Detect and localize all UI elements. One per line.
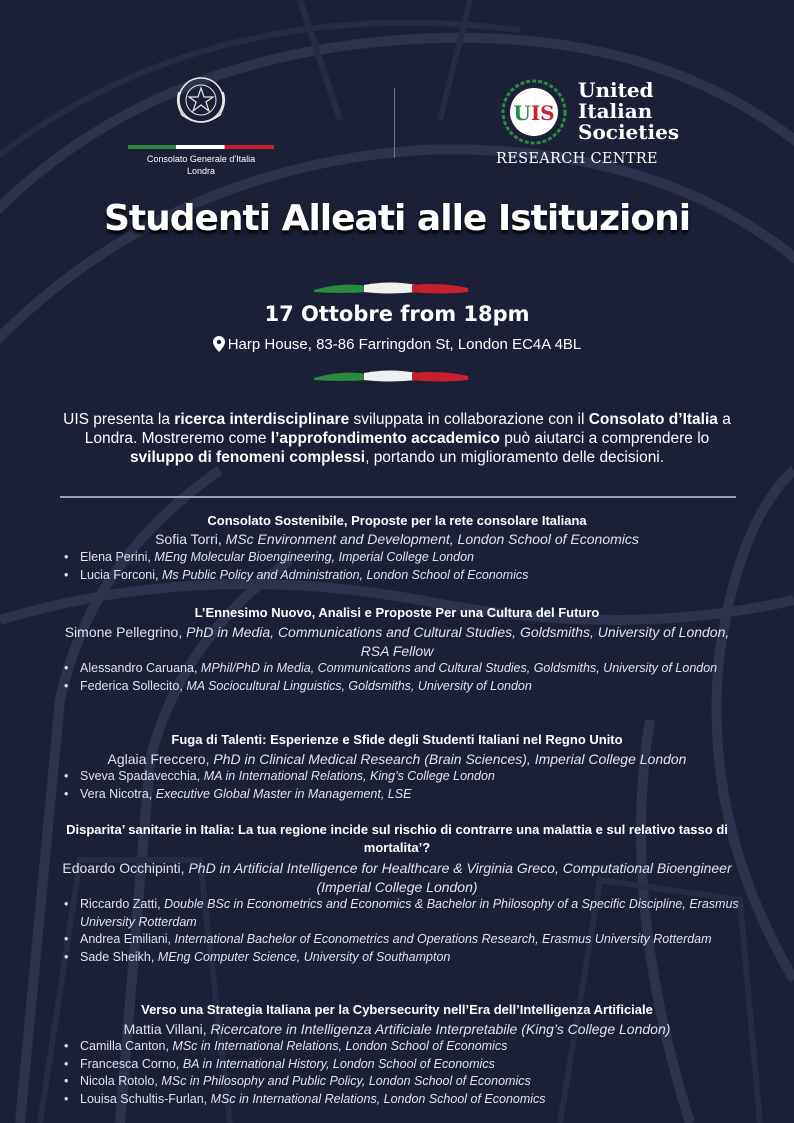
consolato-name: Consolato Generale d'Italia: [146, 154, 256, 164]
list-item: [62, 786, 742, 804]
member-role: Double BSc in Econometrics and Economics & Bachelor in Philosophy of a Specific Discipline, Erasmus University Rotterdam: [80, 897, 739, 929]
member-name: Elena Perini,: [80, 550, 151, 564]
member-role: MSc in International Relations, London School of Economics: [172, 1039, 508, 1053]
intro-text: UIS presenta la: [63, 411, 175, 428]
consolato-city: Londra: [186, 166, 216, 176]
intro-text: sviluppata in collaborazione con il: [349, 411, 589, 428]
uis-laurel-logo-icon: [500, 78, 568, 146]
list-item: [62, 678, 742, 696]
member-name: Riccardo Zatti,: [80, 897, 161, 911]
list-item: [62, 931, 742, 949]
session-title: Fuga di Talenti: Esperienze e Sfide degli Studenti Italiani nel Regno Unito: [171, 732, 623, 747]
member-name: Louisa Schultis-Furlan,: [80, 1091, 208, 1106]
uis-name-line2: Italian: [578, 99, 653, 123]
speaker-name: Simone Pellegrino,: [64, 624, 183, 640]
event-date: 17 Ottobre from 18pm: [264, 302, 530, 326]
intro-text: a Londra. Mostreremo come: [84, 411, 731, 447]
list-item: [62, 896, 742, 931]
section-divider: [60, 496, 736, 498]
location-pin-icon: [213, 336, 225, 352]
session-speaker: [52, 1020, 742, 1039]
uis-name: [578, 80, 679, 143]
member-role: MPhil/PhD in Media, Communications and Cultural Studies, Goldsmiths, University of London: [200, 661, 718, 675]
member-role: International Bachelor of Econometrics and Operations Research, Erasmus University Rotterdam: [174, 932, 712, 946]
speaker-name: Mattia Villani,: [123, 1021, 207, 1037]
speaker-role: Ricercatore in Intelligenza Artificiale Interpretabile (King’s College London): [210, 1021, 671, 1037]
session-members: [62, 896, 742, 966]
session-title: Consolato Sostenibile, Proposte per la rete consolare Italiana: [207, 513, 587, 528]
member-role: MA in International Relations, King’s College London: [203, 769, 495, 783]
event-title: Studenti Alleati alle Istituzioni: [103, 198, 691, 239]
member-role: MSc in International Relations, London School of Economics: [210, 1091, 546, 1106]
session-members: [62, 768, 742, 803]
member-role: Ms Public Policy and Administration, London School of Economics: [162, 567, 529, 582]
session-speaker: [52, 750, 742, 769]
list-item: [62, 549, 742, 567]
intro-highlight: l’approfondimento accademico: [270, 430, 500, 447]
session-members: [62, 1038, 742, 1108]
member-role: MEng Molecular Bioengineering, Imperial College London: [154, 550, 474, 564]
intro-highlight: Consolato d’Italia: [588, 411, 718, 428]
italian-flag-brush-top: [312, 280, 470, 296]
member-role: MA Sociocultural Linguistics, Goldsmiths, University of London: [186, 678, 532, 693]
intro-paragraph: [56, 410, 738, 467]
list-item: [62, 1038, 742, 1056]
list-item: [62, 1073, 742, 1091]
intro-highlight: sviluppo di fenomeni complessi: [129, 449, 366, 466]
speaker-name: Aglaia Freccero,: [107, 751, 210, 767]
list-item: [62, 660, 742, 678]
italian-flag-brush-bottom: [312, 368, 470, 384]
speaker-role: PhD in Clinical Medical Research (Brain Sciences), Imperial College London: [213, 751, 687, 767]
uis-research-centre: RESEARCH CENTRE: [496, 151, 658, 167]
speaker-name: Edoardo Occhipinti,: [62, 860, 185, 876]
member-role: Executive Global Master in Management, LSE: [155, 786, 412, 801]
list-item: [62, 567, 742, 585]
member-name: Sveva Spadavecchia,: [80, 769, 201, 783]
uis-name-line1: United: [578, 78, 654, 102]
member-name: Camilla Canton,: [80, 1039, 169, 1053]
session-members: [62, 660, 742, 695]
list-item: [62, 1091, 742, 1109]
venue-address: Harp House, 83-86 Farringdon St, London EC4A 4BL: [227, 336, 582, 353]
member-name: Alessandro Caruana,: [80, 661, 198, 675]
member-name: Lucia Forconi,: [80, 567, 159, 582]
member-name: Sade Sheikh,: [80, 949, 155, 964]
speaker-role: PhD in Artificial Intelligence for Healthcare & Virginia Greco, Computational Bioengineer (Imperial College London): [188, 860, 732, 895]
intro-text: può aiutarci a comprendere lo: [499, 430, 710, 447]
member-role: BA in International History, London School of Economics: [182, 1056, 495, 1071]
italian-flag-line: [128, 145, 274, 149]
list-item: [62, 768, 742, 786]
session-members: [62, 549, 742, 584]
member-name: Francesca Corno,: [80, 1056, 180, 1071]
session-speaker: [52, 859, 742, 896]
member-role: MSc in Philosophy and Public Policy, London School of Economics: [161, 1074, 531, 1088]
consolato-logo: [126, 70, 276, 177]
italian-republic-emblem-icon: [173, 70, 229, 132]
svg-text:UIS: UIS: [513, 101, 555, 125]
intro-text: , portando un miglioramento delle decisioni.: [365, 449, 665, 466]
session-title: L’Ennesimo Nuovo, Analisi e Proposte Per una Cultura del Futuro: [194, 605, 600, 620]
list-item: [62, 949, 742, 967]
list-item: [62, 1056, 742, 1074]
speaker-role: PhD in Media, Communications and Cultural Studies, Goldsmiths, University of London, RSA Fellow: [186, 624, 730, 659]
member-name: Federica Sollecito,: [80, 678, 183, 693]
member-name: Andrea Emiliani,: [80, 932, 172, 946]
session-title: Verso una Strategia Italiana per la Cybersecurity nell’Era dell’Intelligenza Artificiale: [141, 1002, 653, 1017]
session-title: Disparita’ sanitarie in Italia: La tua regione incide sul rischio di contrarre una malattia e sul relativo tasso di mortalita’?: [66, 822, 728, 855]
member-role: MEng Computer Science, University of Southampton: [157, 949, 451, 964]
session-speaker: [52, 530, 742, 549]
intro-highlight: ricerca interdisciplinare: [174, 411, 350, 428]
member-name: Vera Nicotra,: [80, 786, 153, 801]
speaker-name: Sofia Torri,: [155, 531, 222, 547]
member-name: Nicola Rotolo,: [80, 1074, 158, 1088]
session-speaker: [52, 623, 742, 660]
uis-name-line3: Societies: [578, 120, 680, 144]
event-venue: [0, 336, 794, 353]
header-divider: [394, 88, 395, 158]
speaker-role: MSc Environment and Development, London School of Economics: [225, 531, 639, 547]
